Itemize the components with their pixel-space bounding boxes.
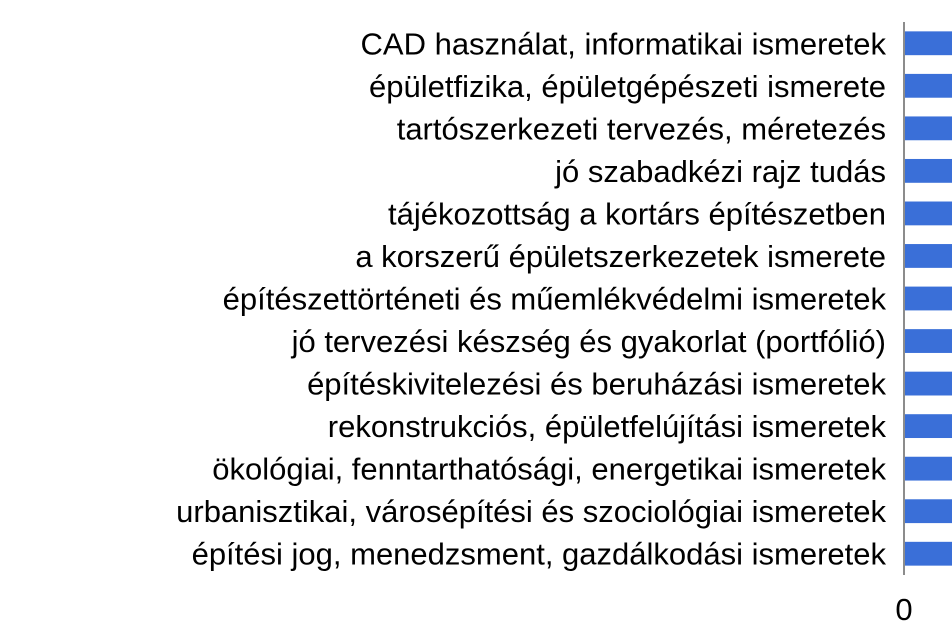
bar — [904, 457, 952, 481]
bar — [904, 542, 952, 566]
bar — [904, 329, 952, 353]
category-label: a korszerű épületszerkezetek ismerete — [355, 238, 886, 274]
category-label: jó tervezési készség és gyakorlat (portfólió) — [291, 324, 886, 360]
bar — [904, 414, 952, 438]
bar — [904, 287, 952, 311]
category-label: tartószerkezeti tervezés, méretezés — [396, 111, 886, 147]
bar — [904, 372, 952, 396]
category-label: építészettörténeti és műemlékvédelmi ismeretek — [222, 281, 886, 317]
category-labels — [176, 26, 886, 571]
category-label: ökológiai, fenntarthatósági, energetikai ismeretek — [212, 451, 886, 487]
category-label: épületfizika, épületgépészeti ismerete — [369, 68, 886, 104]
bar — [904, 74, 952, 98]
bar — [904, 244, 952, 268]
category-label: jó szabadkézi rajz tudás — [555, 153, 886, 189]
bar — [904, 499, 952, 523]
bar — [904, 31, 952, 55]
bar — [904, 116, 952, 140]
x-tick-label: 0 — [895, 592, 913, 627]
category-label: urbanisztikai, városépítési és szociológiai ismeretek — [176, 494, 886, 530]
bar — [904, 159, 952, 183]
category-label: építési jog, menedzsment, gazdálkodási ismeretek — [191, 536, 886, 572]
bar — [904, 202, 952, 226]
category-label: tájékozottság a kortárs építészetben — [387, 196, 886, 232]
category-label: CAD használat, informatikai ismeretek — [360, 26, 886, 62]
category-label: építéskivitelezési és beruházási ismeretek — [307, 366, 886, 402]
category-label: rekonstrukciós, épületfelújítási ismeretek — [327, 409, 886, 445]
bars-layer — [904, 31, 952, 565]
